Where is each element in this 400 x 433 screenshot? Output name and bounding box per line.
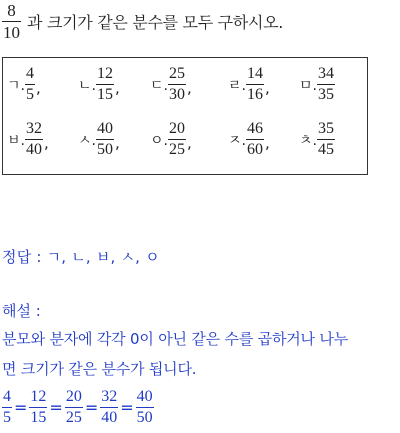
fraction [246,66,264,103]
fraction [25,66,35,103]
numerator: 46 [246,120,263,137]
numerator: 34 [317,65,334,82]
choice-item [78,121,120,158]
denominator: 60 [246,141,263,158]
fraction-bar [96,84,114,85]
fraction-bar [317,84,335,85]
numerator: 20 [65,388,82,405]
fraction [168,121,186,158]
choices-box [2,57,368,175]
fraction [168,66,186,103]
choice-item [150,66,192,103]
denominator: 50 [96,141,113,158]
numerator: 20 [168,120,185,137]
choice-label: ㅁ. [299,77,317,94]
fraction [96,66,114,103]
numerator: 4 [3,388,11,405]
choice-label: ㄹ. [228,77,246,94]
denominator: 45 [317,141,334,158]
numerator: 12 [30,388,47,405]
choice-item [78,66,120,103]
equals-sign: = [84,398,99,417]
choice-label: ㅈ. [228,132,246,149]
fraction-bar [246,84,264,85]
fraction-bar [317,139,335,140]
choice-separator: , [264,79,270,97]
choice-item [7,66,41,103]
question-text: 과 크기가 같은 분수를 모두 구하시오. [27,12,284,32]
denominator: 15 [30,409,47,426]
choice-label: ㅇ. [150,132,168,149]
explanation-line-1: 분모와 분자에 각각 0이 아닌 같은 수를 곱하거나 나누 [2,330,348,348]
fraction [25,121,43,158]
fraction [2,389,12,426]
fraction-bar [100,407,118,408]
choice-separator: , [186,134,192,152]
numerator: 32 [25,120,42,137]
denominator: 35 [317,86,334,103]
fraction [136,389,154,426]
equivalent-fractions-equation [2,389,154,426]
choice-item [228,66,270,103]
fraction-bar [2,407,12,408]
denominator: 30 [168,86,185,103]
fraction [246,121,264,158]
choice-item [299,121,336,158]
fraction-bar [136,407,154,408]
numerator: 40 [96,120,113,137]
choice-item [150,121,192,158]
denominator: 15 [96,86,113,103]
fraction-bar [246,139,264,140]
question-fraction [2,2,21,41]
choice-separator: , [35,79,41,97]
fraction-bar [168,84,186,85]
fraction [29,389,47,426]
numerator: 35 [317,120,334,137]
equals-sign: = [14,398,28,417]
choice-label: ㄴ. [78,77,96,94]
equals-sign: = [120,398,134,417]
choice-label: ㅅ. [78,132,96,149]
numerator: 8 [7,0,16,20]
denominator: 16 [246,86,263,103]
equals-sign: = [49,398,63,417]
numerator: 4 [25,65,34,82]
choice-separator: , [186,79,192,97]
choice-label: ㅊ. [299,132,317,149]
choice-label: ㄷ. [150,77,168,94]
denominator: 5 [3,409,11,426]
fraction [96,121,114,158]
numerator: 14 [246,65,263,82]
answer: 정답 : ㄱ, ㄴ, ㅂ, ㅅ, ㅇ [2,248,160,266]
fraction [65,389,83,426]
fraction-bar [65,407,83,408]
choice-item [7,121,49,158]
explanation-line-2: 면 크기가 같은 분수가 됩니다. [2,360,197,378]
denominator: 40 [25,141,42,158]
fraction-bar [25,139,43,140]
choice-separator: , [43,134,49,152]
denominator: 25 [168,141,185,158]
choice-item [299,66,336,103]
choice-separator: , [114,134,120,152]
fraction-bar [29,407,47,408]
denominator: 10 [3,22,20,42]
fraction [317,121,335,158]
fraction-bar [96,139,114,140]
fraction-bar [2,21,21,22]
choice-label: ㄱ. [7,77,25,94]
denominator: 25 [65,409,82,426]
numerator: 40 [136,388,153,405]
fraction [317,66,335,103]
fraction-bar [168,139,186,140]
choice-item [228,121,270,158]
denominator: 50 [136,409,153,426]
denominator: 40 [101,409,118,426]
fraction-bar [25,84,35,85]
fraction [100,389,118,426]
choice-label: ㅂ. [7,132,25,149]
explanation-label: 해설 : [2,302,41,320]
denominator: 5 [25,86,34,103]
question [2,0,283,42]
numerator: 25 [168,65,185,82]
numerator: 12 [96,65,113,82]
numerator: 32 [101,388,118,405]
choice-separator: , [264,134,270,152]
choice-separator: , [114,79,120,97]
